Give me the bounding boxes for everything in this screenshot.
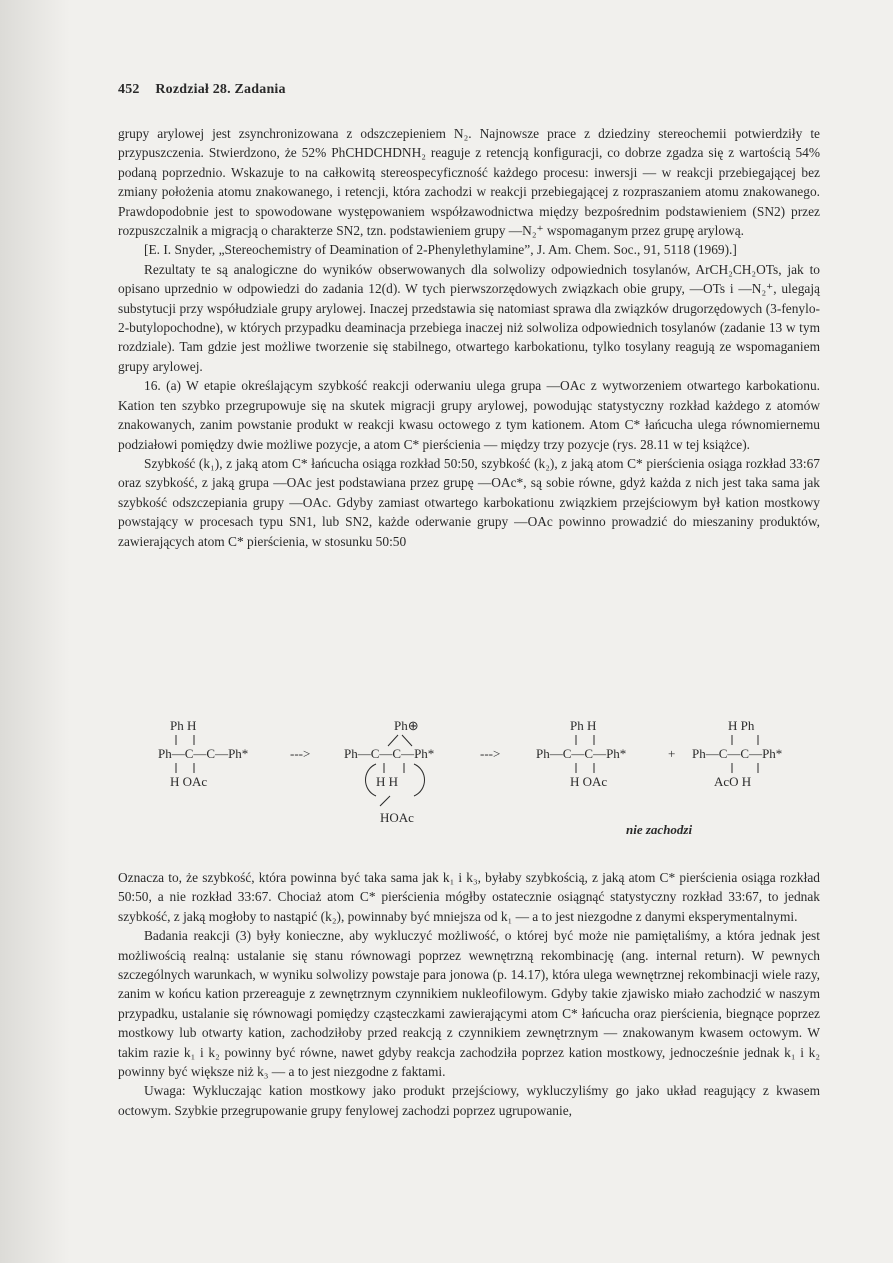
bridged-cation-structure [344, 718, 434, 825]
paragraph: Szybkość (k₁), z jaką atom C* łańcucha osiąga rozkład 50:50, szybkość (k₂), z jaką atom C* pierścienia osiąga rozkład 33:67 oraz szybkość, z jaką grupa —OAc jest podstawiana przez grupę —OAc*, są sobie równe, gdyż każda z nich jest taka sama jak szybkość odszczepiania grupy —OAc. Gdyby zamiast otwartego karbokationu związkiem przejściowym był kation mostkowy powstający w procesach typu SN1, lub SN2, każde oderwanie grupy —OAc powinno prowadzić do mieszaniny produktów, zawierających atom C* pierścienia, w stosunku 50:50 [118, 455, 820, 549]
citation: [E. I. Snyder, „Stereochemistry of Deamination of 2-Phenylethylamine”, J. Am. Chem. Soc., 91, 5118 (1969).] [144, 242, 737, 258]
bridged-top-label: Ph⊕ [394, 718, 419, 733]
bridged-chain: Ph—C—C—Ph* [344, 746, 435, 761]
text-block-bottom [118, 868, 820, 1120]
plus-sign: + [668, 746, 676, 761]
reaction-arrow-1: ---> [290, 746, 311, 761]
paragraph: Oznacza to, że szybkość, która powinna być taka sama jak k₁ i k₃, byłaby szybkością, z jaką atom C* pierścienia osiąga rozkład 50:50, a nie rozkład 33:67. Chociaż atom C* pierścienia mógłby ostatecznie osiągnąć statystyczny rozkład 33:67, to jednak szybkość, z jaką mogłoby to nastąpić (k₂), powinnaby być mniejsza od k₁ — a to jest niezgodne z danymi eksperymentalnymi. [118, 870, 820, 924]
reaction-scheme [118, 712, 820, 862]
product-2-top-label: H Ph [728, 718, 755, 733]
bridged-acid-label: HOAc [380, 810, 414, 825]
page-number: 452 [118, 82, 140, 97]
paragraph: Badania reakcji (3) były konieczne, aby wykluczyć możliwość, o której być może nie pamiętaliśmy, a która jednak jest możliwością realną: ustalanie się stanu równowagi poprzez wewnętrzną rekombinację (ang. internal return). W pewnych szczególnych warunkach, w wyniku solwolizy powstaje para jonowa (p. 14.17), która ulega wewnętrznej rekombinacji wiele razy, zanim w końcu kation przereaguje z zewnętrznym czynnikiem nukleofilowym. Gdyby takie zjawisko miało zachodzić w naszym przypadku, ustalanie się równowagi pomiędzy cząsteczkami zawierającymi atom C* łańcucha oraz pierścienia, biegnące poprzez mostkowy lub otwarty kation, zachodziłoby przed reakcją z czynnikiem zewnętrznym — znakowanym kwasem octowym. W takim razie k₁ i k₂ powinny być równe, nawet gdyby reakcja zachodziła poprzez kation mostkowy, jednocześnie jednak k₁ i k₂ powinny być większe niż k₃ — a to jest niezgodne z faktami. [118, 928, 820, 1080]
reactant-bottom-label: H OAc [170, 774, 208, 789]
reactant-structure [158, 718, 248, 789]
product-2-chain: Ph—C—C—Ph* [692, 746, 783, 761]
reaction-arrow-2: ---> [480, 746, 501, 761]
product-1-bottom-label: H OAc [570, 774, 608, 789]
product-1-chain: Ph—C—C—Ph* [536, 746, 627, 761]
paragraph: Rezultaty te są analogiczne do wyników obserwowanych dla solwolizy odpowiednich tosylanów, ArCH₂CH₂OTs, jak to opisano uprzednio w odpowiedzi do zadania 12(d). W tych pierwszorzędowych związkach obie grupy, —OTs i —N₂⁺, ulegają substytucji przy współudziale grupy arylowej. Inaczej przedstawia się natomiast sprawa dla związków drugorzędowych (3-fenylo-2-butylopochodne), w których przypadku deaminacja przebiega inaczej niż solwoliza odpowiednich tosylanów (zadanie 13 w tym rozdziale). Tam gdzie jest możliwe tworzenie się stabilnego, otwartego karbokationu, tylko tosylany reagują ze wspomaganiem grupy arylowej. [118, 261, 820, 374]
product-2-structure [692, 718, 782, 789]
product-1-structure [536, 718, 626, 789]
paragraph-note: Uwaga: Wykluczając kation mostkowy jako produkt przejściowy, wykluczyliśmy go jako układ reagujący z kwasem octowym. Szybkie przegrupowanie grupy fenylowej zachodzi poprzez ugrupowanie, [118, 1083, 820, 1118]
paragraph: grupy arylowej jest zsynchronizowana z odszczepieniem N₂. Najnowsze prace z dziedziny stereochemii potwierdziły te przypuszczenia. Stwierdzono, że 52% PhCHDCHDNH₂ reaguje z retencją konfiguracji, co dobrze zgadza się z wartością 54% podaną poprzednio. Wskazuje to na całkowitą stereospecyficzność każdego procesu: inwersji — w reakcji przebiegającej bez zmiany położenia atomu znakowanego, i retencji, która zachodzi w reakcji przebiegającej z rozpraszaniem atomu znakowanego. Prawdopodobnie jest to spowodowane występowaniem współzawodnictwa między bezpośrednim podstawieniem (SN2) przez rozpuszczalnik a migracją o charakterze SN2, tzn. podstawieniem grupy —N₂⁺ wspomaganym przez grupę arylową. [118, 126, 820, 239]
running-header [118, 82, 286, 98]
bridged-bottom-label: H H [376, 774, 399, 789]
chapter-title: Rozdział 28. Zadania [155, 82, 286, 97]
text-block-top [118, 124, 820, 551]
reaction-scheme-svg [118, 712, 820, 862]
scheme-caption: nie zachodzi [626, 822, 693, 837]
reactant-chain: Ph—C—C—Ph* [158, 746, 249, 761]
product-1-top-label: Ph H [570, 718, 597, 733]
reactant-top-label: Ph H [170, 718, 197, 733]
paragraph-problem-16a: 16. (a) W etapie określającym szybkość reakcji oderwaniu ulega grupa —OAc z wytworzeniem otwartego karbokationu. Kation ten szybko przegrupowuje się na skutek migracji grupy arylowej, powodując statystyczny rozkład każdego z atomów znakowanych, zanim powstanie produkt w reakcji kwasu octowego z tym kationem. Atom C* łańcucha ulega równomiernemu podziałowi pomiędzy dwie możliwe pozycje, a atom C* pierścienia — między trzy pozycje (rys. 28.11 w tej książce). [118, 378, 820, 452]
product-2-bottom-label: AcO H [714, 774, 752, 789]
page-gutter-shadow [0, 0, 70, 1263]
